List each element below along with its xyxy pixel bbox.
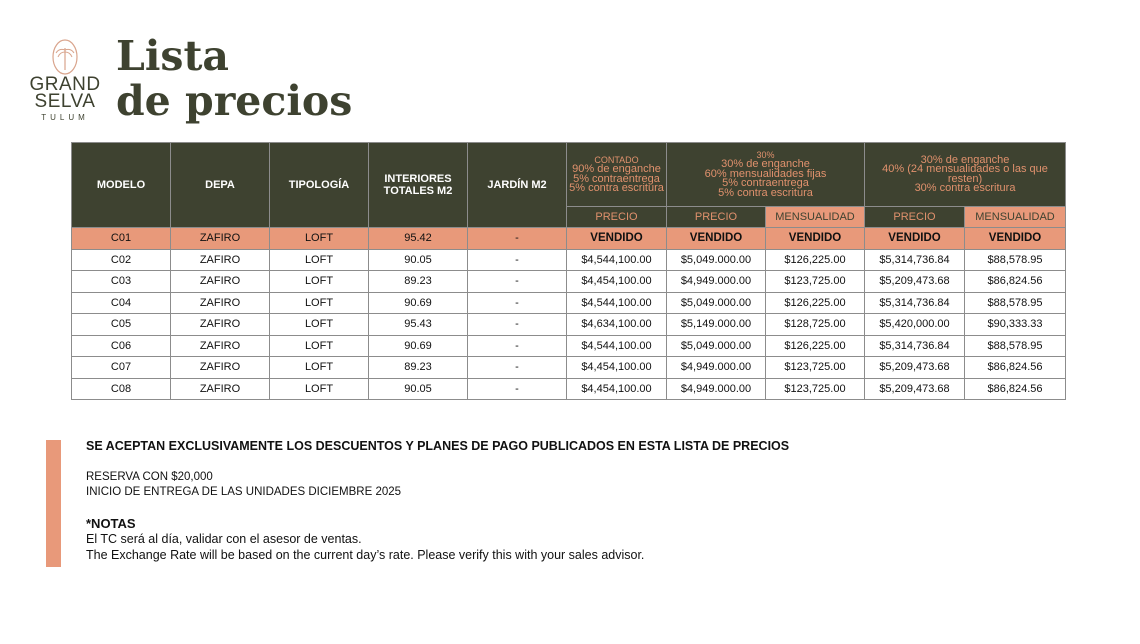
cell-jardin: - [468,292,567,314]
cell-m2: 90.05 [369,378,468,400]
cell-jardin: - [468,378,567,400]
cell-tipo: LOFT [270,249,369,271]
cell-tipo: LOFT [270,271,369,293]
col-header-jardin: JARDÍN M2 [468,143,567,228]
plan-30-line: 5% contraentrega [722,177,809,190]
palm-emblem-icon [51,38,79,76]
cell-p30b-precio: $5,209,473.68 [865,378,965,400]
plan-contado-line: 5% contra escritura [569,182,664,194]
entrega-text: INICIO DE ENTREGA DE LAS UNIDADES DICIEMBRE 2025 [86,486,402,498]
cell-p30-mens: $123,725.00 [766,357,865,379]
cell-depa: ZAFIRO [171,249,270,271]
cell-p30-mens: $123,725.00 [766,378,865,400]
cell-m2: 95.43 [369,314,468,336]
cell-contado: $4,454,100.00 [567,378,667,400]
cell-modelo: C04 [72,292,171,314]
brand-name-line2: SELVA [34,91,96,112]
brand-name-line1: GRAND [29,74,101,95]
cell-jardin: - [468,357,567,379]
cell-p30-precio: $4,949.000.00 [667,357,766,379]
subheader-30-precio: PRECIO [667,207,766,228]
cell-p30-mens: $123,725.00 [766,271,865,293]
notes-accent-bar [46,440,61,567]
cell-p30b-mens: $88,578.95 [965,292,1066,314]
cell-m2: 90.69 [369,292,468,314]
cell-m2: 90.05 [369,249,468,271]
cell-modelo: C03 [72,271,171,293]
price-table [71,142,1066,400]
table-row [72,378,1066,400]
page-title [116,34,352,124]
subheader-30b-precio: PRECIO [865,207,965,228]
cell-contado: $4,454,100.00 [567,357,667,379]
table-row [72,357,1066,379]
cell-depa: ZAFIRO [171,335,270,357]
col-header-modelo: MODELO [72,143,171,228]
plan-header-30b [865,143,1066,207]
plan-30b-line: 40% (24 mensualidades o las que resten) [882,163,1048,185]
col-header-depa: DEPA [171,143,270,228]
cell-modelo: C01 [72,228,171,250]
cell-tipo: LOFT [270,335,369,357]
notes-headline: SE ACEPTAN EXCLUSIVAMENTE LOS DESCUENTOS Y PLANES DE PAGO PUBLICADOS EN ESTA LISTA DE PRECIOS [86,439,790,453]
brand-logo [22,38,108,128]
cell-tipo: LOFT [270,292,369,314]
cell-tipo: LOFT [270,228,369,250]
subheader-contado-precio: PRECIO [567,207,667,228]
notes-section [86,439,789,563]
price-table-body [72,228,1066,400]
notes-label: *NOTAS [86,516,136,531]
cell-jardin: - [468,249,567,271]
brand-location: TULUM [41,113,89,122]
cell-p30b-precio: $5,420,000.00 [865,314,965,336]
cell-modelo: C02 [72,249,171,271]
cell-depa: ZAFIRO [171,357,270,379]
title-line1: Lista [116,32,229,80]
cell-depa: ZAFIRO [171,314,270,336]
cell-depa: ZAFIRO [171,378,270,400]
cell-jardin: - [468,314,567,336]
table-row [72,335,1066,357]
table-row [72,228,1066,250]
plan-contado-title: CONTADO [594,154,639,165]
cell-p30b-precio: $5,209,473.68 [865,271,965,293]
title-line2: de precios [116,77,353,125]
reserva-text: RESERVA CON $20,000 [86,471,213,483]
cell-p30-precio: $4,949.000.00 [667,378,766,400]
col-header-interiores [369,143,468,228]
cell-tipo: LOFT [270,378,369,400]
cell-p30-precio: VENDIDO [667,228,766,250]
cell-p30b-mens: $86,824.56 [965,271,1066,293]
cell-depa: ZAFIRO [171,292,270,314]
cell-jardin: - [468,335,567,357]
cell-m2: 95.42 [369,228,468,250]
plan-30-line: 5% contra escritura [718,186,813,199]
cell-p30-precio: $5,149.000.00 [667,314,766,336]
table-row [72,314,1066,336]
plan-30b-line: 30% contra escritura [914,182,1016,194]
subheader-30-mensualidad: MENSUALIDAD [766,207,865,228]
cell-m2: 89.23 [369,357,468,379]
col-header-interiores-line2: TOTALES M2 [383,185,453,197]
cell-contado: $4,454,100.00 [567,271,667,293]
plan-30-line: 30% de enganche [721,158,810,171]
cell-jardin: - [468,228,567,250]
col-header-tipologia: TIPOLOGÍA [270,143,369,228]
cell-p30-precio: $4,949.000.00 [667,271,766,293]
cell-p30b-mens: $86,824.56 [965,357,1066,379]
cell-p30-mens: $126,225.00 [766,249,865,271]
table-row [72,292,1066,314]
plan-header-30 [667,143,865,207]
cell-contado: $4,544,100.00 [567,335,667,357]
plan-30-line: 60% mensualidades fijas [704,167,827,180]
cell-p30-precio: $5,049.000.00 [667,335,766,357]
cell-modelo: C05 [72,314,171,336]
table-row [72,249,1066,271]
cell-p30-mens: VENDIDO [766,228,865,250]
notes-text-en: The Exchange Rate will be based on the current day’s rate. Please verify this with your sales advisor. [86,548,645,562]
cell-p30b-mens: $88,578.95 [965,335,1066,357]
cell-p30-mens: $128,725.00 [766,314,865,336]
plan-contado-line: 90% de enganche [572,163,661,175]
cell-p30b-mens: $90,333.33 [965,314,1066,336]
cell-p30b-precio: $5,209,473.68 [865,357,965,379]
cell-p30b-mens: $88,578.95 [965,249,1066,271]
col-header-interiores-line1: INTERIORES [384,173,452,185]
cell-contado: $4,544,100.00 [567,292,667,314]
cell-tipo: LOFT [270,314,369,336]
cell-p30-mens: $126,225.00 [766,335,865,357]
cell-jardin: - [468,271,567,293]
plan-header-contado [567,143,667,207]
cell-p30b-mens: $86,824.56 [965,378,1066,400]
plan-30b-line: 30% de enganche [920,153,1010,166]
subheader-30b-mensualidad: MENSUALIDAD [965,207,1066,228]
cell-modelo: C07 [72,357,171,379]
cell-contado: $4,634,100.00 [567,314,667,336]
cell-p30b-precio: $5,314,736.84 [865,335,965,357]
cell-tipo: LOFT [270,357,369,379]
plan-contado-line: 5% contraentrega [573,172,660,185]
cell-contado: VENDIDO [567,228,667,250]
cell-modelo: C08 [72,378,171,400]
cell-p30b-precio: $5,314,736.84 [865,249,965,271]
notes-text-es: El TC será al día, validar con el asesor de ventas. [86,532,362,546]
table-row [72,271,1066,293]
cell-p30b-mens: VENDIDO [965,228,1066,250]
cell-m2: 89.23 [369,271,468,293]
cell-p30-precio: $5,049.000.00 [667,249,766,271]
cell-modelo: C06 [72,335,171,357]
cell-depa: ZAFIRO [171,228,270,250]
plan-30-title: 30% [756,149,775,160]
cell-p30-mens: $126,225.00 [766,292,865,314]
cell-depa: ZAFIRO [171,271,270,293]
cell-m2: 90.69 [369,335,468,357]
cell-p30b-precio: $5,314,736.84 [865,292,965,314]
cell-p30-precio: $5,049.000.00 [667,292,766,314]
cell-p30b-precio: VENDIDO [865,228,965,250]
cell-contado: $4,544,100.00 [567,249,667,271]
